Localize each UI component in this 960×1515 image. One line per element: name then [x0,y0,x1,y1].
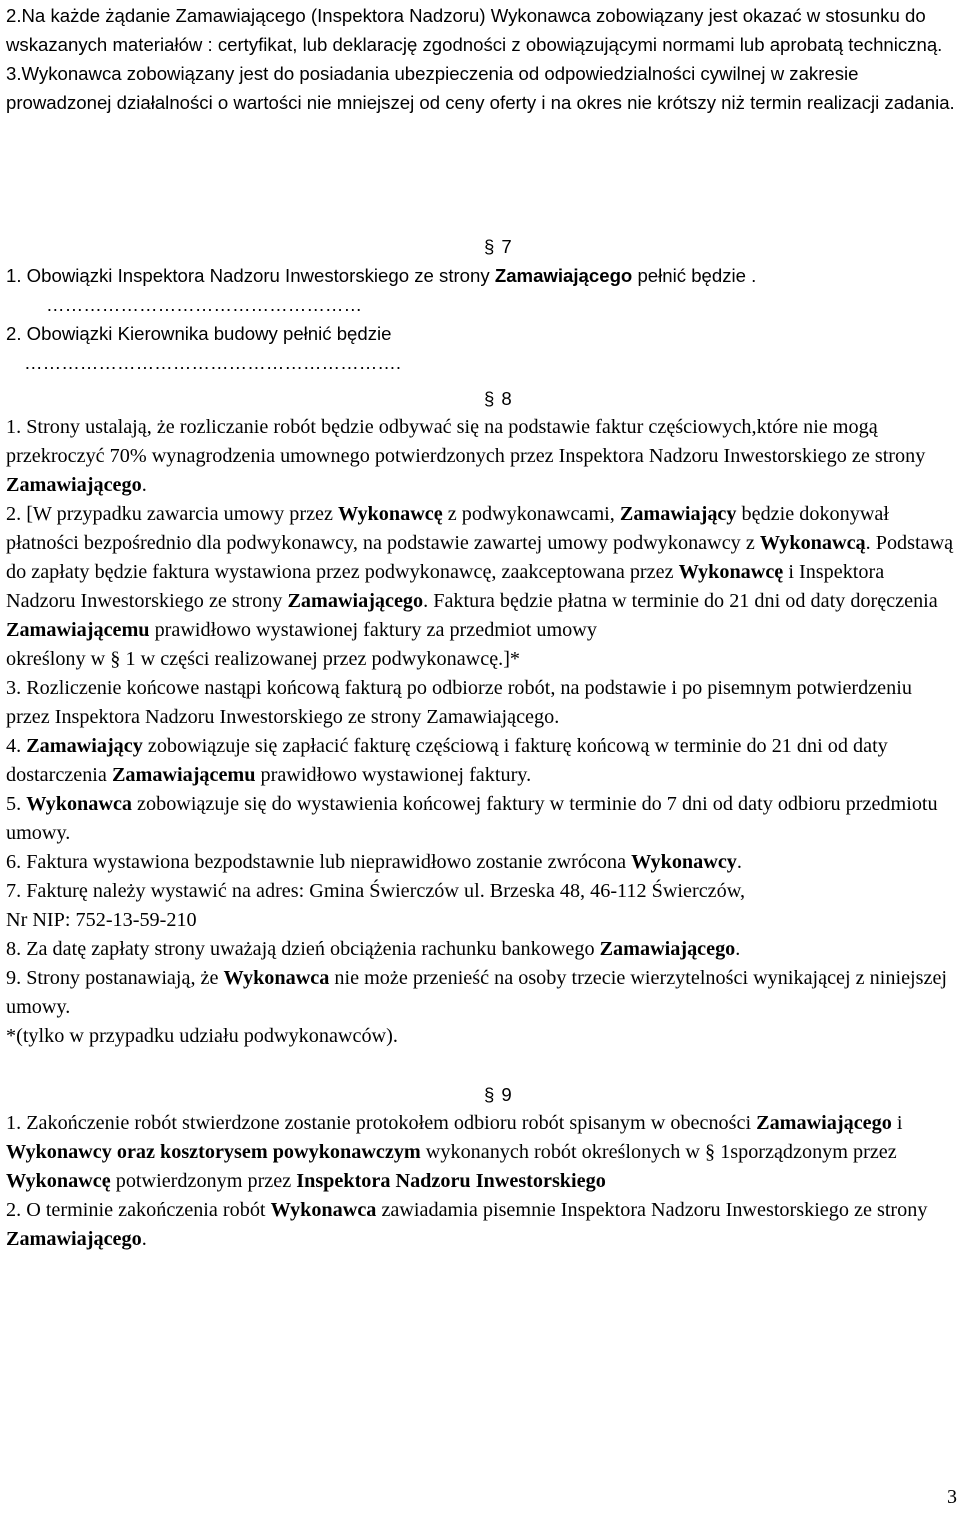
spacer [6,1051,956,1080]
section-number: 7 [501,236,512,257]
paragraph-8-4: 4. Zamawiający zobowiązuje się zapłacić fakturę częściową i fakturę końcową w terminie do 21 dni od daty dostarczenia Zamawiającemu prawidłowo wystawionej faktury. [6,735,888,786]
section-9-heading [6,1080,956,1109]
page-number: 3 [947,1486,957,1508]
footnote: *(tylko w przypadku udziału podwykonawców). [6,1025,398,1047]
section-6-continuation [6,0,956,117]
section-symbol: § [484,1084,495,1105]
spacer [6,117,956,232]
section-8 [6,384,956,1051]
paragraph-6-2: 2.Na każde żądanie Zamawiającego (Inspektora Nadzoru) Wykonawca zobowiązany jest okazać w stosunku do wskazanych materiałów : certyfikat, lub deklarację zgodności z obowiązującymi normami lub aprobatą techniczną. [6,5,943,55]
paragraph-8-3: 3. Rozliczenie końcowe nastąpi końcową fakturą po odbiorze robót, na podstawie i po pisemnym potwierdzeniu przez Inspektora Nadzoru Inwestorskiego ze strony Zamawiającego. [6,677,912,728]
section-7 [6,232,956,377]
paragraph-8-6: 6. Faktura wystawiona bezpodstawnie lub nieprawidłowo zostanie zwrócona Wykonawcy. [6,851,742,873]
section-symbol: § [705,1141,716,1163]
section-number: 9 [501,1084,512,1105]
paragraph-7-1: 1. Obowiązki Inspektora Nadzoru Inwestorskiego ze strony Zamawiającego pełnić będzie . [6,265,757,286]
paragraph-8-1: 1. Strony ustalają, że rozliczanie robót będzie odbywać się na podstawie faktur częściowych,które nie mogą przekroczyć 70% wynagrodzenia umownego potwierdzonych przez Inspektora Nadzoru Inwestorskiego ze strony Zamawiającego. [6,416,926,496]
paragraph-9-1: 1. Zakończenie robót stwierdzone zostanie protokołem odbioru robót spisanym w obecności Zamawiającego i Wykonawcy oraz kosztorysem powykonawczym wykonanych robót określonych w § 1sporządzonym przez Wykonawcę potwierdzonym przez Inspektora Nadzoru Inwestorskiego [6,1112,903,1192]
paragraph-8-9: 9. Strony postanawiają, że Wykonawca nie może przenieść na osoby trzecie wierzytelności wynikającej z niniejszej umowy. [6,967,948,1018]
dotted-fill-line: ……………………………………………………. [24,352,402,373]
dotted-fill-line: …………………………………………… [46,294,363,315]
spacer [6,377,956,384]
paragraph-6-3: 3.Wykonawca zobowiązany jest do posiadania ubezpieczenia od odpowiedzialności cywilnej w zakresie prowadzonej działalności o wartości nie mniejszej od ceny oferty i na okres nie krótszy niż termin realizacji zadania. [6,63,955,113]
section-symbol: § [484,388,495,409]
paragraph-8-8: 8. Za datę zapłaty strony uważają dzień obciążenia rachunku bankowego Zamawiającego. [6,938,741,960]
section-number: 8 [501,388,512,409]
paragraph-8-2: 2. [W przypadku zawarcia umowy przez Wykonawcę z podwykonawcami, Zamawiający będzie dokonywał płatności bezpośrednio dla podwykonawcy, na podstawie zawartej umowy podwykonawcy z Wykonawcą. Podstawą do zapłaty będzie faktura wystawiona przez podwykonawcę, zaakceptowana przez Wykonawcę i Inspektora Nadzoru Inwestorskiego ze strony Zamawiającego. Faktura będzie płatna w terminie do 21 dni od daty doręczenia Zamawiającemu prawidłowo wystawionej faktury za przedmiot umowy określony w § 1 w części realizowanej przez podwykonawcę.]* [6,503,954,670]
section-7-heading [6,232,956,261]
section-symbol: § [110,648,121,670]
paragraph-9-2: 2. O terminie zakończenia robót Wykonawca zawiadamia pisemnie Inspektora Nadzoru Inwestorskiego ze strony Zamawiającego. [6,1199,928,1250]
section-8-heading [6,384,956,413]
paragraph-8-7: 7. Fakturę należy wystawić na adres: Gmina Świerczów ul. Brzeska 48, 46-112 Świerczów, Nr NIP: 752-13-59-210 [6,880,746,931]
section-9 [6,1080,956,1254]
paragraph-7-2: 2. Obowiązki Kierownika budowy pełnić będzie [6,323,392,344]
paragraph-8-5: 5. Wykonawca zobowiązuje się do wystawienia końcowej faktury w terminie do 7 dni od daty odbioru przedmiotu umowy. [6,793,938,844]
section-symbol: § [484,236,495,257]
